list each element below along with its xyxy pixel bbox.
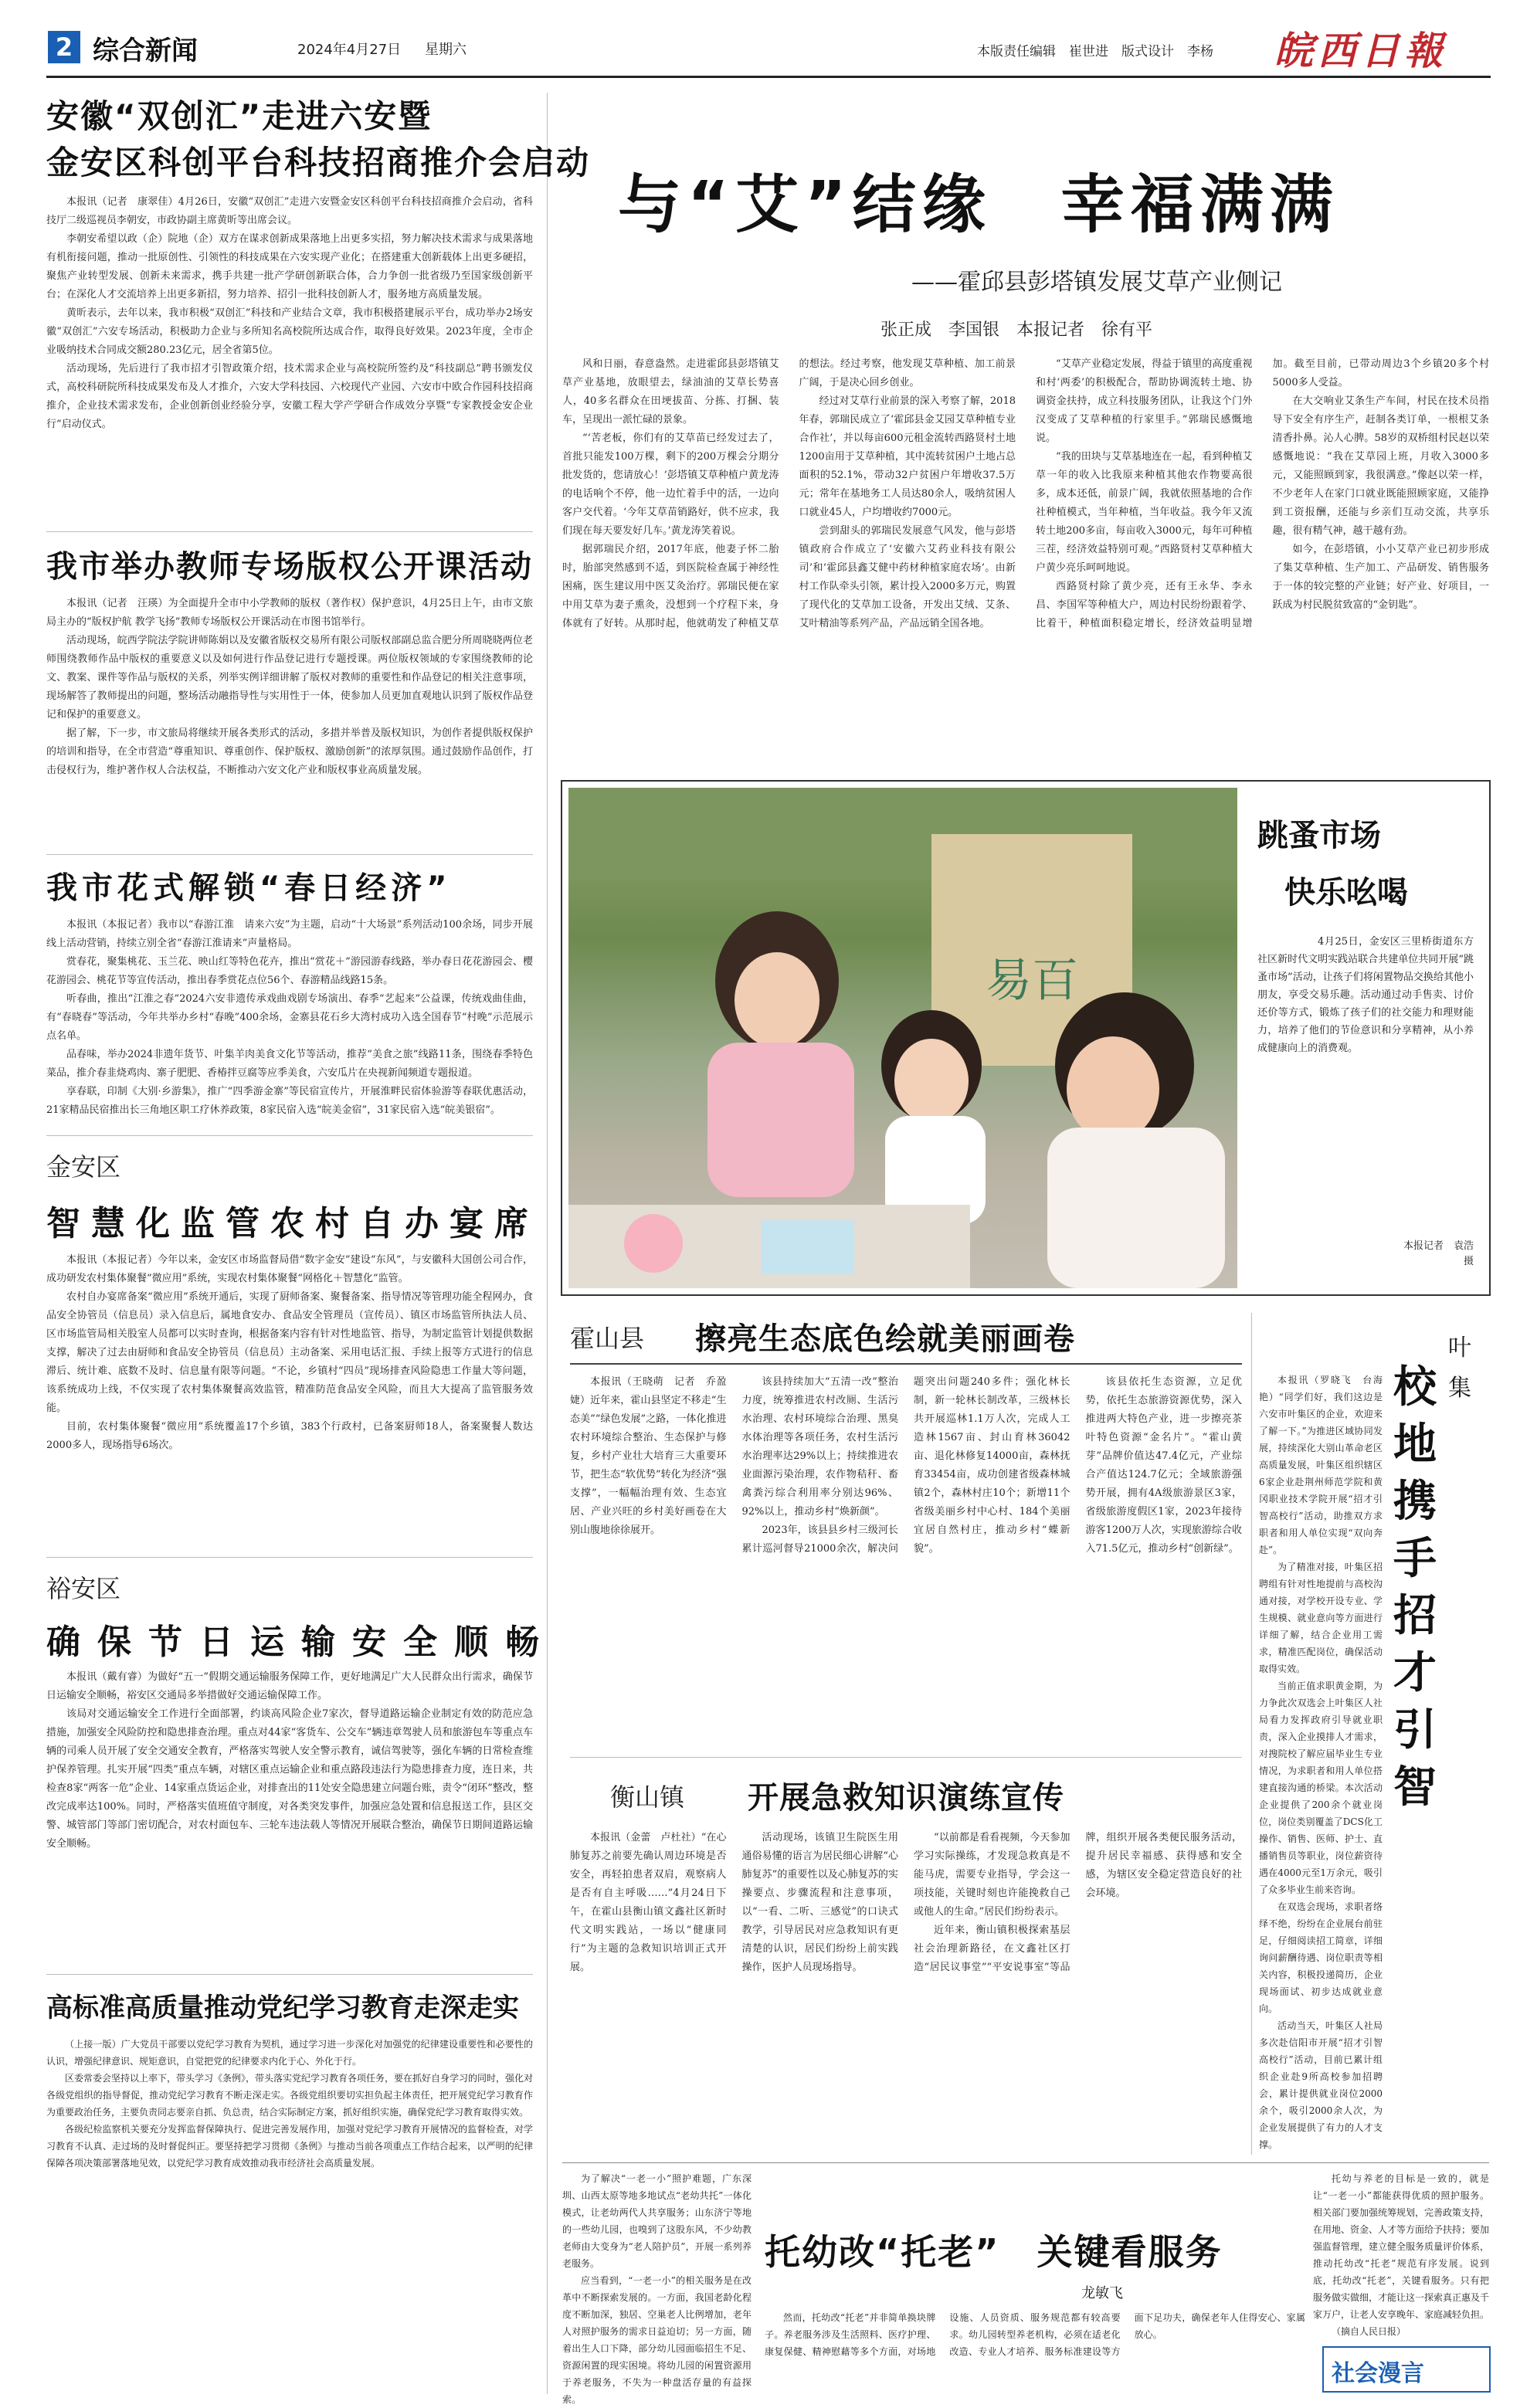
column-section-rule <box>562 2162 1489 2163</box>
photo-feature-box <box>561 780 1491 1296</box>
article-1-title-line2: 金安区科创平台科技招商推介会启动 <box>46 144 591 181</box>
child-right-shirt <box>1047 1128 1225 1288</box>
article-2-body: 本报讯（记者 汪瑛）为全面提升全市中小学教师的版权（著作权）保护意识，4月25日上午，由市文旅局主办的“版权护航 教学飞扬”教师专场版权公开课活动在市图书馆举行。 活动现场，皖西学院法学院讲师陈娟以及安徽省版权交易所有限公司版权部副总监合肥分所周晓晓两位老师围绕教师作品中版权的重要意义以及如何进行作品登记进行专题授课。两位版权领域的专家围绕教师的论文、教案、课件等作品与版权的关系，列举实例详细讲解了版权对教师的重要性和作品登记的相关注意事项，现场解答了教师提出的问题，整场活动融指导性与实用性于一体，使参加人员更加直观地认识到了版权作品登记和保护的重要意义。 据了解，下一步，市文旅局将继续开展各类形式的活动，多措并举普及版权知识，为创作者提供版权保护的培训和指导，在全市营造“尊重知识、尊重创作、保护版权、激励创新”的浓厚氛围。通过鼓励作品创作，打击侵权行为，维护著作权人合法权益，不断推动六安文化产业和版权事业高质量发展。 <box>46 598 533 776</box>
article-4-body: 本报讯（本报记者）今年以来，金安区市场监督局借“数字金安”建设“东风”，与安徽科大国创公司合作，成功研发农村集体聚餐“微应用”系统，实现农村集体聚餐“网格化＋智慧化”监管。 农村自办宴席备案“微应用”系统开通后，实现了厨师备案、聚餐备案、指导情况等管理功能全程网办，食品安全协管员（信息员）录入信息后，属地食安办、食品安全管理员（宣传员）、镇区市场监管所执法人员、区市场监管局相关股室人员都可以实时查询，根据备案内容有针对性地监管、指导，为制定监管计划提供数据支撑，解决了过去由厨师和食品安全协管员（信息员）主动备案、采用电话汇报、手续上报等方式进行的信息滞后、统计难、底数不及时、信息量有限等问题。“不论，乡镇村“四员”现场排查风险隐患工作量大等问题，该系统成功上线，不仅实现了农村集体聚餐高效监管，精准防范食品安全风险，而且大大提高了监管服务效能。 目前，农村集体聚餐“微应用”系统覆盖17个乡镇，383个行政村，已备案厨师18人，备案聚餐人数达2000多人，现场指导6场次。 <box>46 1254 533 1451</box>
child-right-face <box>1067 1036 1159 1141</box>
article-2-title: 我市举办教师专场版权公开课活动 <box>46 549 533 585</box>
child-middle-face <box>894 1039 969 1124</box>
article-9-body: 本报讯（罗晓飞 台海艳）“同学们好，我们这边是六安市叶集区的企业，欢迎来了解一下。”为推进区域协同发展，持续深化大别山革命老区高质量发展，叶集区组织辖区6家企业赴荆州师范学院和黄冈职业技术学院开展“招才引智高校行”活动，助推双方求职者和用人单位实现“双向奔赴”。 为了精准对接，叶集区招聘组有针对性地提前与高校沟通对接，对学校开设专业、学生规模、就业意向等方面进行详细了解，结合企业用工需求，精准匹配岗位，确保活动取得实效。 当前正值求职黄金期，为力争此次双选会上叶集区人社局看力发挥政府引导就业职责，深入企业摸排人才需求，对搜院校了解应届毕业生专业情况，为求职者和用人单位搭建直接沟通的桥梁。本次活动企业提供了200余个就业岗位，岗位类别覆盖了DCS化工操作、销售、医师、护士、直播销售员等职业，岗位薪资待遇在4000元至1万余元，吸引了众多毕业生前来咨询。 在双选会现场，求职者络绎不绝，纷纷在企业展台前驻足，仔细阅读招工简章，详细询问薪酬待遇、岗位职责等相关内容，积极投递简历，企业现场面试、初步达成就业意向。 活动当天，叶集区人社局多次赴信阳市开展“招才引智高校行”活动，目前已累计组织企业赴9所高校参加招聘会，累计提供就业岗位2000余个，吸引2000余人次，为企业发展提供了有力的人才支撑。 <box>1259 1375 1383 2150</box>
right-column-divider <box>1251 1313 1252 2155</box>
article-5-divider <box>46 1974 533 1975</box>
article-7-title-rule <box>570 1363 1242 1365</box>
article-9-title: 校地携手招才引智 <box>1393 1362 1437 1813</box>
issue-weekday: 星期六 <box>425 42 467 58</box>
main-title: 与“艾”结缘 幸福满满 <box>618 168 1339 242</box>
footer-column-label: 社会漫言 <box>1332 2360 1424 2387</box>
article-1-divider <box>46 531 533 532</box>
column-body-right: 托幼与养老的目标是一致的，就是让“一老一小”都能获得优质的照护服务。相关部门要加强统筹规划，完善政策支持，在用地、资金、人才等方面给予扶持；要加强监督管理，建立健全服务质量评价体系，推动托幼改“托老”规范有序发展。说到底，托幼改“托老”，关键看服务。只有把服务做实做细，才能让这一探索真正惠及千家万户，让老人安享晚年、家庭减轻负担。 （摘自人民日报） <box>1313 2173 1490 2337</box>
photo-illustration <box>568 788 1237 1288</box>
article-9-region: 叶集 <box>1448 1335 1471 1402</box>
editor-credits: 本版责任编辑 崔世进 版式设计 李杨 <box>977 44 1213 59</box>
photo-children-flea-market <box>568 788 1237 1288</box>
column-body-left: 为了解决“一老一小”照护难题，广东深圳、山西太原等地多地试点“老幼共托”一体化模式，让老幼两代人共享服务；山东济宁等地的一些幼儿园，也嗅到了这股东风，不少幼教老师由大变身为“老人陪护员”，开展一系列养老服务。 应当看到，“一老一小”的相关服务是在改革中不断探索发展的。一方面，我国老龄化程度不断加深，独居、空巢老人比例增加，老年人对照护服务的需求日益迫切；另一方面，随着出生人口下降，部分幼儿园面临招生不足、资源闲置的现实困境。将幼儿园的闲置资源用于养老服务，不失为一种盘活存量的有益探索。 <box>562 2173 752 2405</box>
photo-credit: 本报记者 袁浩 摄 <box>1403 1240 1484 1267</box>
main-byline: 张正成 李国银 本报记者 徐有平 <box>880 321 1153 340</box>
article-6-title: 高标准高质量推动党纪学习教育走深走实 <box>46 1993 519 2023</box>
article-1-body: 本报讯（记者 康翠佳）4月26日，安徽“双创汇”走进六安暨金安区科创平台科技招商推介会启动，省科技厅二级巡视员李朝安，市政协副主席黄昕等出席会议。 李朝安希望以政（企）院地（企）双方在谋求创新成果落地上出更多实招，努力解决技术需求与成果落地有机衔接问题，推动一批原创性、引领性的科技成果在六安实现产业化；在搭建重大创新载体上出更多硬招，聚焦产业转型发展、创新未来需求，携手共建一批产学研创新联合体，合力争创一批省级乃至国家级创新平台；在深化人才交流培养上出更多新招，努力培养、招引一批科技创新人才，服务地方高质量发展。 黄昕表示，去年以来，我市积极“双创汇”科技和产业结合文章，我市积极搭建展示平台，成功举办2场安徽“双创汇”六安专场活动，积极助力企业与多所知名高校院所达成合作，取得良好效果。2023年度，全市企业吸纳技术合同成交额280.23亿元，居全省第5位。 活动现场，先后进行了我市招才引智政策介绍，技术需求企业与高校院所签约及“科技副总”聘书颁发仪式，高校科研院所科技成果发布及人才推介，六安大学科技园、六校现代产业园、六安市中欧合作园科技招商推介，企业技术需求发布，企业创新创业经验分享，安徽工程大学产学研合作成效分享暨“专家教授金安企业行”启动仪式。 <box>46 196 533 430</box>
article-4-divider <box>46 1557 533 1558</box>
header-rule <box>46 76 1491 78</box>
issue-date: 2024年4月27日 <box>297 42 402 58</box>
article-8-region: 衡山镇 <box>610 1782 685 1812</box>
toy-box <box>762 1220 854 1274</box>
article-7-region: 霍山县 <box>570 1324 645 1353</box>
article-5-body: 本报讯（戴有睿）为做好“五一”假期交通运输服务保障工作，更好地满足广大人民群众出行需求，确保节日运输安全顺畅，裕安区交通局多举措做好交通运输保障工作。 该局对交通运输安全工作进行全面部署，约谈高风险企业7家次，督导道路运输企业制定有效的防范应急措施，加强安全风险防控和隐患排查治理。重点对44家“客货车、公交车”辆违章驾驶人员和旅游包车等重点车辆的司乘人员开展了安全交通安全教育，严格落实驾驶人安全警示教育，诚信驾驶等，强化车辆的日常检查维护保养管理。扎实开展“四类”重点车辆，对辖区重点运输企业和重点路段违法行为隐患排查力度，连日来，共检查8家“两客一危”企业、14家重点货运企业，对排查出的11处安全隐患建立问题台账，责令“闭环”整改，整改完成率达100%。同时，严格落实值班值守制度，对各类突发事件，加强应急处置和信息报送工作，县区交警、城管部门等部门密切配合，对农村面包车、三轮车违法载人等情况开展联合整治，确保节日期间道路运输安全顺畅。 <box>46 1671 533 1850</box>
main-subtitle: ——霍邱县彭塔镇发展艾草产业侧记 <box>911 269 1282 296</box>
newspaper-logo: 皖西日報 <box>1274 28 1447 73</box>
trees-background <box>568 788 1237 880</box>
vendor-board-text: 易百 <box>986 954 1078 1008</box>
article-3-divider <box>46 1135 533 1136</box>
child-left-dress <box>707 1043 854 1197</box>
article-4-title: 智慧化监管农村自办宴席 <box>46 1204 539 1243</box>
article-5-title: 确保节日运输安全顺畅 <box>46 1623 556 1662</box>
toy-item <box>624 1214 683 1273</box>
article-7-title: 擦亮生态底色绘就美丽画卷 <box>695 1321 1075 1357</box>
article-8-title: 开展急救知识演练宣传 <box>748 1780 1064 1816</box>
article-8-body: 本报讯（金蕾 卢杜社）“在心肺复苏之前要先确认周边环境是否安全，再轻拍患者双肩，观察病人是否有自主呼吸……”4月24日下午，在霍山县衡山镇文鑫社区新时代文明实践站，一场以“健康同行”为主题的急救知识培训正式开展。 活动现场，该镇卫生院医生用通俗易懂的语言为居民细心讲解“心肺复苏”的重要性以及心肺复苏的实操要点、步骤流程和注意事项，以“一看、二听、三感觉”的口诀式教学，引导居民对应急救知识有更清楚的认识，居民们纷纷上前实践操作，医护人员现场指导。 “以前都是看看视频，今天参加学习实际操练，才发现急救真是不能马虎，需要专业指导，学会这一项技能，关键时刻也许能挽救自己或他人的生命。”居民们纷纷表示。 近年来，衡山镇积极探索基层社会治理新路径，在文鑫社区打造“居民议事堂”“平安说事室”等品牌，组织开展各类便民服务活动，提升居民幸福感、获得感和安全感，为辖区安全稳定营造良好的社会环境。 <box>570 1832 1242 1973</box>
photo-caption-title-1: 跳蚤市场 <box>1257 818 1381 853</box>
article-4-region: 金安区 <box>46 1152 121 1182</box>
section-title: 综合新闻 <box>93 36 198 66</box>
column-body-middle: 然而，托幼改“托老”并非简单换块牌子。养老服务涉及生活照料、医疗护理、康复保健、精神慰藉等多个方面，对场地设施、人员资质、服务规范都有较高要求。幼儿园转型养老机构，必须在适老化改造、专业人才培养、服务标准建设等方面下足功夫，确保老年人住得安心、家属放心。 <box>765 2312 1305 2357</box>
left-column-divider <box>547 93 548 2394</box>
column-title: 托幼改“托老” 关键看服务 <box>765 2231 1223 2273</box>
footer-column-label-box <box>1322 2346 1491 2393</box>
child-left-face <box>735 952 819 1048</box>
photo-caption-title-2: 快乐吆喝 <box>1284 875 1408 911</box>
photo-caption-body: 4月25日，金安区三里桥街道东方社区新时代文明实践站联合共建单位共同开展“跳蚤市场”活动，让孩子们将闲置物品交换给其他小朋友，享受交易乐趣。活动通过动手售卖、讨价还价等方式，锻炼了孩子们的社交能力和理财能力，培养了他们的节俭意识和分享精神，从小养成健康向上的消费观。 <box>1257 936 1474 1054</box>
article-2-divider <box>46 854 533 855</box>
main-body: 风和日丽，春意盎然。走进霍邱县彭塔镇艾草产业基地，放眼望去，绿油油的艾草长势喜人，40多名群众在田埂拔苗、分拣、打捆、装车，呈现出一派忙碌的景象。 “‘苦老板，你们有的艾草苗已经发过去了，首批只能发100万棵，剩下的200万棵会分期分批发货的，您请放心！’彭塔镇艾草种植户黄龙涛的电话响个不停，他一边忙着手中的活，一边向客户交代着。‘今年艾草苗销路好，供不应求，我们现在每天要发好几车。’黄龙涛笑着说。 据郭瑞民介绍，2017年底，他妻子怀二胎时，胎部突然感到不适，到医院检查属于神经性困痛，医生建议用中医艾灸治疗。郭瑞民便在家中用艾草为妻子熏灸，没想到一个疗程下来，身体就有了好转。从那时起，他就萌发了种植艾草的想法。经过考察，他发现艾草种植、加工前景广阔，于是决心回乡创业。 经过对艾草行业前景的深入考察了解，2018年春，郭瑞民成立了‘霍邱县金艾园艾草种植专业合作社’，并以每亩600元租金流转西路贤村土地1200亩用于艾草种植，其中流转贫困户土地占总面积的52.1%，带动32户贫困户年增收37.5万元；常年在基地务工人员达80余人，吸纳贫困人口就业45人，户均增收约7000元。 尝到甜头的郭瑞民发展意气风发，他与彭塔镇政府合作成立了‘安徽六艾药业科技有限公司’和‘霍邱县鑫艾健中药材种植家庭农场’。由新村工作队牵头引领，累计投入2000多万元，购置了现代化的艾草加工设备，开发出艾绒、艾条、艾叶精油等系列产品，产品远销全国各地。 “艾草产业稳定发展，得益于镇里的高度重视和村‘两委’的积极配合，帮助协调流转土地、协调资金扶持，成立科技服务团队，让我这个门外汉变成了艾草种植的行家里手。”郭瑞民感慨地说。 “我的田块与艾草基地连在一起，看到种植艾草一年的收入比我原来种植其他农作物要高很多，成本还低，前景广阔，我就依照基地的合作社种植模式，当年种植，当年收益。我今年又流转土地200多亩，每亩收入3000元，每年可种植三茬，经济效益特别可观。”西路贤村艾草种植大户黄少亮乐呵呵地说。 西路贤村除了黄少亮，还有王永华、李永昌、李国军等种植大户，周边村民纷纷跟着学、比着干，种植面积稳定增长，经济效益明显增加。截至目前，已带动周边3个乡镇20多个村5000多人受益。 在大交响业艾条生产车间，村民在技术员指导下安全有序生产，赶制各类订单，一根根艾条清香扑鼻。沁人心脾。58岁的双桥组村民赵以荣感慨地说：“我在艾草园上班，月收入3000多元，又能照顾到家，我很满意。”像赵以荣一样，不少老年人在家门口就业既能照顾家庭，又能挣到工资报酬，还能与乡亲们互动交流，共享乐趣，很有精气神，越干越有劲。 如今，在彭塔镇，小小艾草产业已初步形成了集艾草种植、生产加工、产品研发、销售服务于一体的较完整的产业链；好产业、好项目，一跃成为村民脱贫致富的“金钥匙”。 <box>562 358 1489 629</box>
article-7-divider <box>570 1757 1242 1758</box>
article-7-body: 本报讯（王晓萌 记者 乔盈婕）近年来，霍山县坚定不移走“生态美”“绿色发展”之路，一体化推进农村环境综合整治、生态保护与修复，乡村产业壮大培育三大重要环节，把生态“软优势”转化为经济“强支撑”，一幅幅治理有效、生态宜居、产业兴旺的乡村美好画卷在大别山腹地徐徐展开。 该县持续加大“五清一改”整治力度，统筹推进农村改厕、生活污水治理、农村环境综合治理、黑臭水体治理等各项任务，农村生活污水治理率达29%以上；持续推进农业面源污染治理，农作物秸秆、畜禽粪污综合利用率分别达96%、92%以上，推动乡村“焕新颜”。 2023年，该县县乡村三级河长累计巡河督导21000余次，解决问题突出问题240多件；强化林长制，新一轮林长制改革，三级林长共开展巡林1.1万人次，完成人工造林1567亩、封山育林36042亩、退化林修复14000亩，森林抚育33454亩，成功创建省级森林城镇2个，森林村庄10个；新增11个省级美丽乡村中心村、184个美丽宜居自然村庄，推动乡村“蝶新貌”。 该县依托生态资源，立足优势，依托生态旅游资源优势，深入推进两大特色产业，进一步擦亮茶叶特色资源“金名片”。“霍山黄芽”品牌价值达47.4亿元，产业综合产值达124.7亿元；全域旅游强势开展，拥有4A级旅游景区3家，省级旅游度假区1家，2023年接待游客1200万人次，实现旅游综合收入71.5亿元，推动乡村“创新绿”。 <box>570 1376 1242 1555</box>
article-5-region: 裕安区 <box>46 1574 121 1603</box>
column-author: 龙敏飞 <box>1081 2285 1123 2301</box>
page-number-badge: 2 <box>48 31 80 63</box>
article-6-body: （上接一版）广大党员干部要以党纪学习教育为契机，通过学习进一步深化对加强党的纪律建设重要性和必要性的认识，增强纪律意识、规矩意识，自觉把党的纪律要求内化于心、外化于行。 区委常委会坚持以上率下，带头学习《条例》，带头落实党纪学习教育各项任务，要在抓好自身学习的同时，强化对各级党组织的指导督促，推动党纪学习教育不断走深走实。各级党组织要切实担负起主体责任，把开展党纪学习教育作为重要政治任务，主要负责同志要亲自抓、负总责，结合实际制定方案，抓好组织实施，确保党纪学习教育取得实效。 各级纪检监察机关要充分发挥监督保障执行、促进完善发展作用，加强对党纪学习教育开展情况的监督检查，对学习教育不认真、走过场的及时督促纠正。要坚持把学习贯彻《条例》与推动当前各项重点工作结合起来，以严明的纪律保障各项决策部署落地见效，以党纪学习教育成效推动我市经济社会高质量发展。 <box>46 2039 534 2169</box>
article-3-title: 我市花式解锁“春日经济” <box>46 870 452 906</box>
article-3-body: 本报讯（本报记者）我市以“春游江淮 请来六安”为主题，启动“十大场景”系列活动100余场，同步开展线上活动营销，持续立别全省“春游江淮请来”声量格局。 赏春花，聚集桃花、玉兰花、映山红等特色花卉，推出“赏花＋”游园游春线路，举办春日花花游园会、樱花游园会、桃花节等宣传活动，推出春季赏花点位56个、春游精品线路15条。 听春曲，推出“江淮之春”2024六安非遗传承戏曲戏剧专场演出、春季“艺起来”公益课，传统戏曲佳曲，有“春晓春”等活动，今年共举办乡村“春晚”400余场，金寨县花石乡大湾村成功入选全国春节“村晚”示范展示点名单。 品春味，举办2024非遗年货节、叶集羊肉美食文化节等活动，推荐“美食之旅”线路11条，围绕春季特色菜品，推介春韭烧鸡肉、寨子肥肥、香椿拌豆腐等应季美食，六安瓜片在央视新闻频道专题报道。 享春联，印制《大别·乡游集》，推广“四季游金寨”等民宿宣传片，开展淮畔民宿体验游等春联优惠活动，21家精品民宿推出长三角地区职工疗休养政策，8家民宿入选“皖美金宿”，31家民宿入选“皖美银宿”。 <box>46 919 533 1116</box>
article-1-title-line1: 安徽“双创汇”走进六安暨 <box>46 97 433 135</box>
